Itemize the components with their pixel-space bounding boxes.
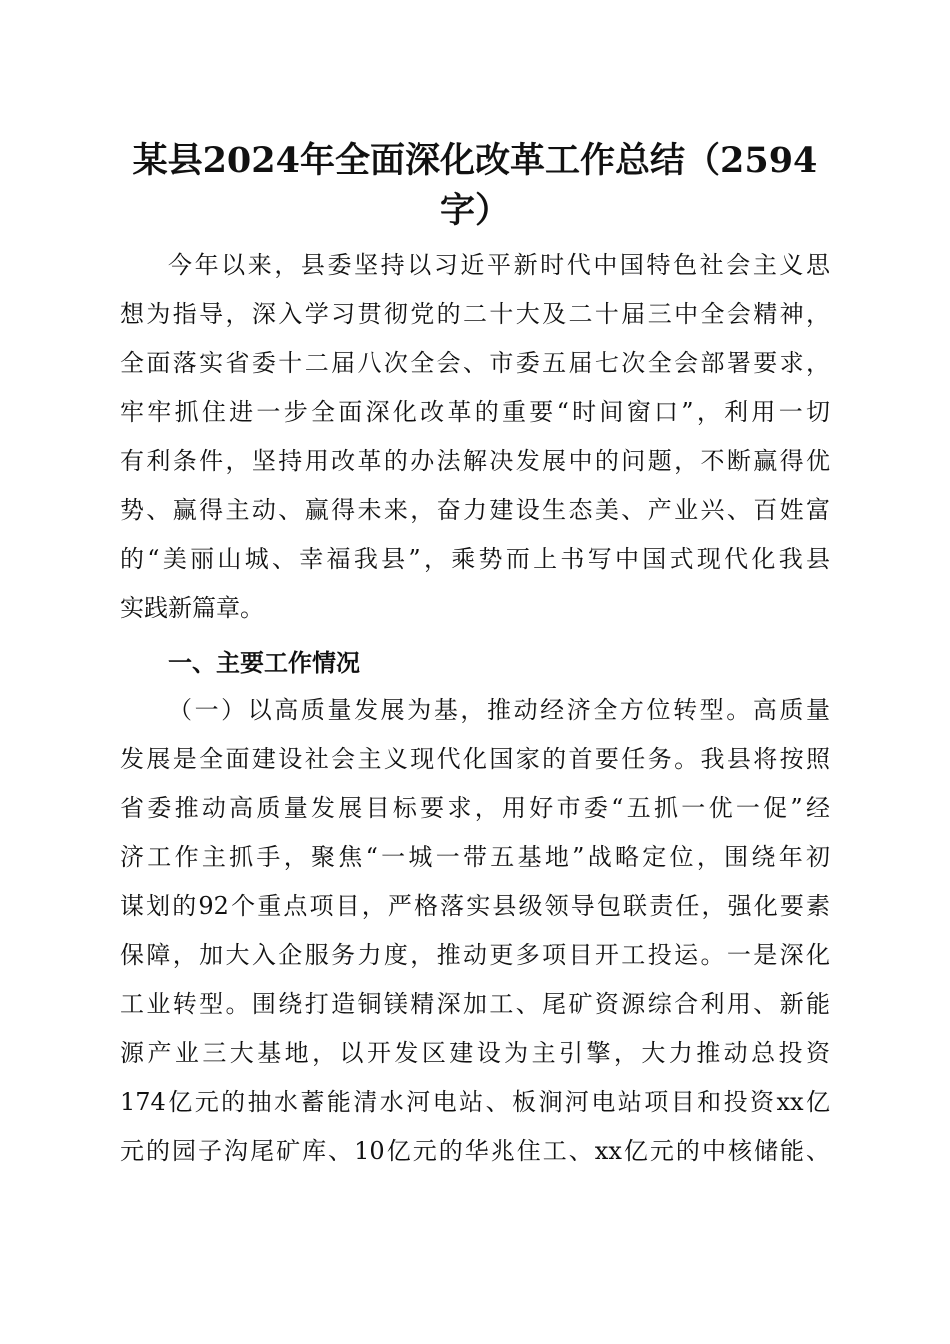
section1-line: 工业转型。围绕打造铜镁精深加工、尾矿资源综合利用、新能	[120, 990, 830, 1018]
intro-paragraph	[120, 241, 830, 633]
title-line-2: 字）	[439, 190, 510, 231]
intro-line: 实践新篇章。	[120, 594, 264, 622]
intro-line: 想为指导，深入学习贯彻党的二十大及二十届三中全会精神，	[120, 300, 830, 328]
section1-line: 济工作主抓手，聚焦“一城一带五基地”战略定位，围绕年初	[120, 843, 830, 871]
intro-line: 势、赢得主动、赢得未来，奋力建设生态美、产业兴、百姓富	[120, 496, 830, 524]
intro-line: 全面落实省委十二届八次全会、市委五届七次全会部署要求，	[120, 349, 830, 377]
title-line-1: 某县2024年全面深化改革工作总结（2594	[132, 140, 818, 181]
intro-line: 牢牢抓住进一步全面深化改革的重要“时间窗口”，利用一切	[120, 398, 830, 426]
section1-line: （一）以高质量发展为基，推动经济全方位转型。高质量	[168, 696, 830, 724]
intro-line: 的“美丽山城、幸福我县”，乘势而上书写中国式现代化我县	[120, 545, 830, 573]
intro-line: 今年以来，县委坚持以习近平新时代中国特色社会主义思	[168, 251, 830, 279]
section1-line: 谋划的92个重点项目，严格落实县级领导包联责任，强化要素	[120, 892, 830, 920]
section-heading: 一、主要工作情况	[168, 649, 360, 677]
section1-line: 元的园子沟尾矿库、10亿元的华兆住工、xx亿元的中核储能、	[120, 1137, 830, 1165]
section1-line: 174亿元的抽水蓄能清水河电站、板涧河电站项目和投资xx亿	[120, 1088, 830, 1116]
section1-paragraph	[120, 686, 830, 1176]
section1-line: 发展是全面建设社会主义现代化国家的首要任务。我县将按照	[120, 745, 830, 773]
intro-line: 有利条件，坚持用改革的办法解决发展中的问题，不断赢得优	[120, 447, 830, 475]
document-title	[120, 136, 830, 236]
section1-line: 保障，加大入企服务力度，推动更多项目开工投运。一是深化	[120, 941, 830, 969]
section1-line: 源产业三大基地，以开发区建设为主引擎，大力推动总投资	[120, 1039, 830, 1067]
section1-line: 省委推动高质量发展目标要求，用好市委“五抓一优一促”经	[120, 794, 830, 822]
